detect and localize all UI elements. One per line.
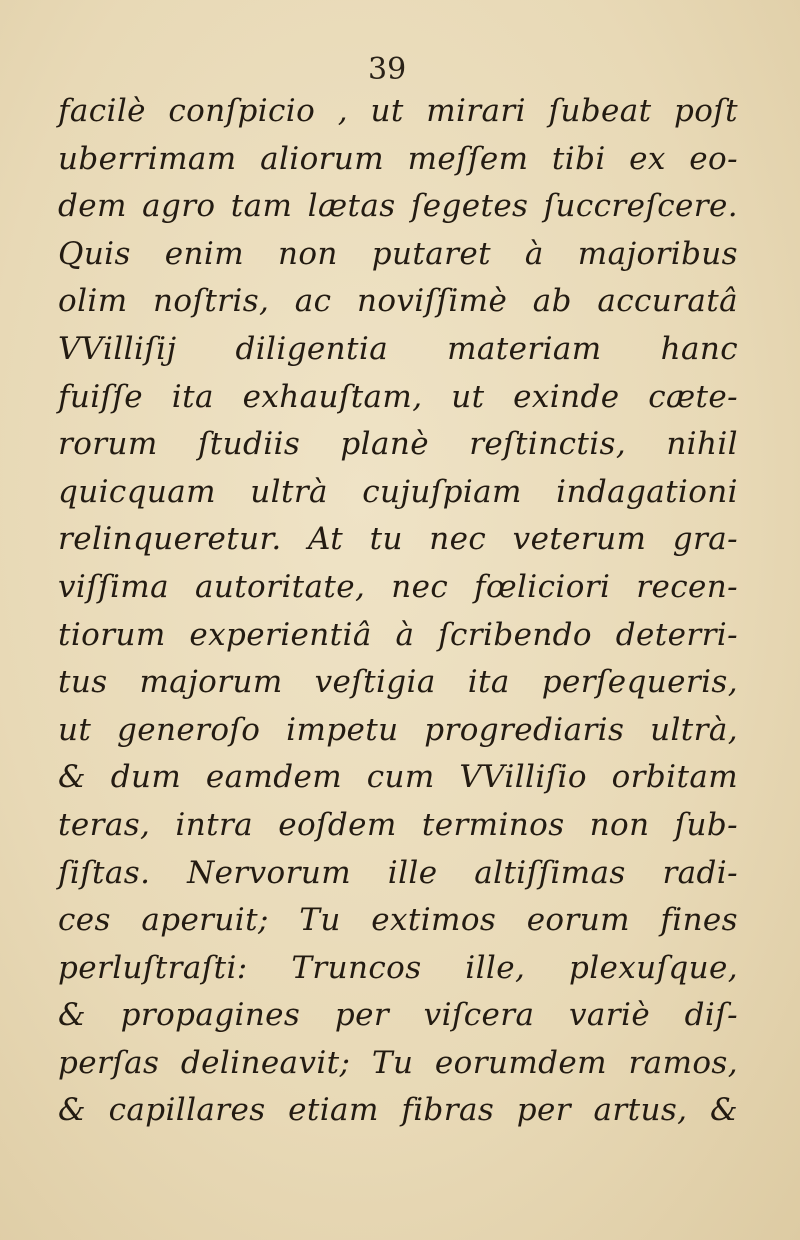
text-line: viſſima autoritate, nec fœliciori recen- — [58, 568, 738, 605]
text-line: & capillares etiam fibras per artus, & — [58, 1092, 738, 1129]
text-line: relinqueretur. At tu nec veterum gra- — [58, 521, 738, 558]
text-line: teras, intra eoſdem terminos non ſub- — [58, 806, 738, 843]
text-line: Quis enim non putaret à majoribus — [58, 235, 738, 272]
text-line: uberrimam aliorum meſſem tibi ex eo- — [58, 140, 738, 177]
text-line: ces aperuit; Tu extimos eorum fines — [58, 902, 738, 939]
text-line: ut generoſo impetu progrediaris ultrà, — [58, 711, 738, 748]
text-line: & dum eamdem cum VVilliſio orbitam — [58, 759, 738, 796]
text-line: fuiſſe ita exhauſtam, ut exinde cæte- — [58, 378, 738, 415]
text-line: tus majorum veſtigia ita perſequeris, — [58, 664, 738, 701]
text-line: VVilliſij diligentia materiam hanc — [58, 330, 738, 367]
body-text — [58, 88, 738, 1135]
text-line: perſas delineavit; Tu eorumdem ramos, — [58, 1044, 738, 1081]
text-line: dem agro tam lætas ſegetes ſuccreſcere. — [58, 188, 738, 225]
page-number: 39 — [368, 52, 407, 87]
text-line: ſiſtas. Nervorum ille altiſſimas radi- — [58, 854, 738, 891]
text-line: facilè conſpicio , ut mirari ſubeat poſt — [58, 93, 738, 129]
text-line: quicquam ultrà cujuſpiam indagationi — [58, 473, 738, 510]
text-line: rorum ſtudiis planè reſtinctis, nihil — [58, 426, 738, 463]
text-line: olim noſtris, ac noviſſimè ab accuratâ — [58, 283, 738, 320]
text-line: perluſtraſti: Truncos ille, plexuſque, — [58, 949, 738, 986]
text-line: & propagines per viſcera variè diſ- — [58, 997, 738, 1034]
text-line: tiorum experientiâ à ſcribendo deterri- — [58, 616, 738, 653]
